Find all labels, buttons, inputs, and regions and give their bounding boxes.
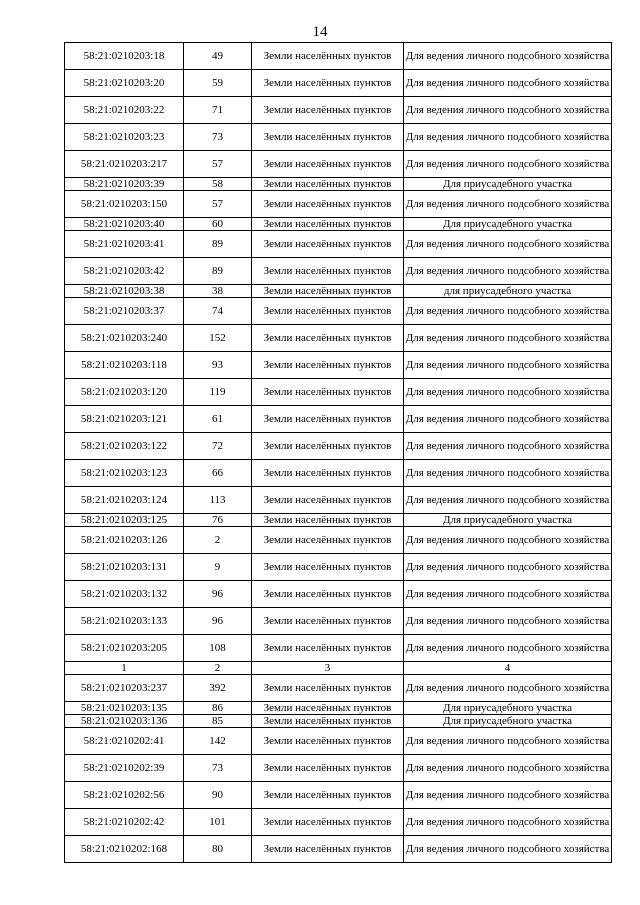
table-row [65,70,612,97]
land-category-cell: Земли населённых пунктов [252,231,404,258]
area-cell: 57 [184,191,252,218]
area-cell: 89 [184,258,252,285]
cadastral-number-cell: 58:21:0210203:237 [65,675,184,702]
cadastral-number-cell: 58:21:0210203:38 [65,285,184,298]
cadastral-number-cell: 58:21:0210203:205 [65,635,184,662]
cadastral-number-cell: 58:21:0210203:120 [65,379,184,406]
area-cell: 49 [184,43,252,70]
table-row [65,514,612,527]
cadastral-number-cell: 58:21:0210203:150 [65,191,184,218]
land-category-cell: Земли населённых пунктов [252,715,404,728]
cadastral-number-cell: 58:21:0210203:23 [65,124,184,151]
land-category-cell: Земли населённых пунктов [252,352,404,379]
cadastral-number-cell: 58:21:0210203:118 [65,352,184,379]
column-number-cell: 1 [65,662,184,675]
table-row [65,809,612,836]
table-row [65,608,612,635]
land-category-cell: Земли населённых пунктов [252,191,404,218]
area-cell: 60 [184,218,252,231]
table-row [65,231,612,258]
land-category-cell: Земли населённых пунктов [252,608,404,635]
table-row [65,836,612,863]
permitted-use-cell: Для ведения личного подсобного хозяйства [404,124,612,151]
land-category-cell: Земли населённых пунктов [252,836,404,863]
permitted-use-cell: Для ведения личного подсобного хозяйства [404,352,612,379]
cadastral-number-cell: 58:21:0210203:37 [65,298,184,325]
land-category-cell: Земли населённых пунктов [252,325,404,352]
area-cell: 73 [184,124,252,151]
table-row [65,191,612,218]
permitted-use-cell: Для ведения личного подсобного хозяйства [404,231,612,258]
permitted-use-cell: Для ведения личного подсобного хозяйства [404,460,612,487]
area-cell: 9 [184,554,252,581]
permitted-use-cell: Для ведения личного подсобного хозяйства [404,836,612,863]
land-category-cell: Земли населённых пунктов [252,581,404,608]
area-cell: 392 [184,675,252,702]
land-category-cell: Земли населённых пунктов [252,554,404,581]
permitted-use-cell: Для ведения личного подсобного хозяйства [404,755,612,782]
table-row [65,379,612,406]
column-number-cell: 4 [404,662,612,675]
area-cell: 72 [184,433,252,460]
cadastral-number-cell: 58:21:0210203:240 [65,325,184,352]
permitted-use-cell: Для ведения личного подсобного хозяйства [404,554,612,581]
cadastral-number-cell: 58:21:0210203:123 [65,460,184,487]
table-row [65,325,612,352]
cadastral-number-cell: 58:21:0210203:22 [65,97,184,124]
table-row [65,151,612,178]
column-number-cell: 2 [184,662,252,675]
cadastral-number-cell: 58:21:0210203:125 [65,514,184,527]
table-row [65,43,612,70]
permitted-use-cell: Для ведения личного подсобного хозяйства [404,70,612,97]
area-cell: 57 [184,151,252,178]
permitted-use-cell: Для приусадебного участка [404,178,612,191]
table-row [65,97,612,124]
permitted-use-cell: Для ведения личного подсобного хозяйства [404,298,612,325]
land-category-cell: Земли населённых пунктов [252,298,404,325]
table-body [65,43,612,863]
table-row [65,487,612,514]
table-row [65,124,612,151]
table-row [65,298,612,325]
permitted-use-cell: Для ведения личного подсобного хозяйства [404,325,612,352]
land-category-cell: Земли населённых пунктов [252,124,404,151]
table-row [65,554,612,581]
cadastral-number-cell: 58:21:0210202:39 [65,755,184,782]
cadastral-number-cell: 58:21:0210203:133 [65,608,184,635]
land-category-cell: Земли населённых пунктов [252,702,404,715]
cadastral-number-cell: 58:21:0210203:131 [65,554,184,581]
permitted-use-cell: Для приусадебного участка [404,218,612,231]
cadastral-number-cell: 58:21:0210203:132 [65,581,184,608]
area-cell: 86 [184,702,252,715]
cadastral-number-cell: 58:21:0210202:41 [65,728,184,755]
table-row [65,406,612,433]
land-category-cell: Земли населённых пунктов [252,487,404,514]
land-category-cell: Земли населённых пунктов [252,43,404,70]
table-row [65,635,612,662]
cadastral-number-cell: 58:21:0210203:121 [65,406,184,433]
land-category-cell: Земли населённых пунктов [252,755,404,782]
table-row [65,285,612,298]
area-cell: 76 [184,514,252,527]
area-cell: 2 [184,527,252,554]
area-cell: 73 [184,755,252,782]
cadastral-number-cell: 58:21:0210202:56 [65,782,184,809]
permitted-use-cell: Для ведения личного подсобного хозяйства [404,379,612,406]
cadastral-number-cell: 58:21:0210203:40 [65,218,184,231]
cadastral-number-cell: 58:21:0210203:18 [65,43,184,70]
area-cell: 108 [184,635,252,662]
table-row [65,218,612,231]
area-cell: 113 [184,487,252,514]
area-cell: 142 [184,728,252,755]
permitted-use-cell: Для ведения личного подсобного хозяйства [404,487,612,514]
page-number: 14 [312,24,328,40]
table-row [65,702,612,715]
permitted-use-cell: Для ведения личного подсобного хозяйства [404,728,612,755]
cadastral-number-cell: 58:21:0210203:39 [65,178,184,191]
land-category-cell: Земли населённых пунктов [252,406,404,433]
permitted-use-cell: Для ведения личного подсобного хозяйства [404,43,612,70]
land-parcels-table [64,42,612,863]
land-category-cell: Земли населённых пунктов [252,178,404,191]
permitted-use-cell: Для приусадебного участка [404,514,612,527]
table-row [65,675,612,702]
permitted-use-cell: Для приусадебного участка [404,715,612,728]
cadastral-number-cell: 58:21:0210203:42 [65,258,184,285]
area-cell: 74 [184,298,252,325]
area-cell: 119 [184,379,252,406]
land-category-cell: Земли населённых пунктов [252,809,404,836]
table-row [65,755,612,782]
permitted-use-cell: Для ведения личного подсобного хозяйства [404,581,612,608]
area-cell: 89 [184,231,252,258]
table-row [65,527,612,554]
land-category-cell: Земли населённых пунктов [252,218,404,231]
cadastral-number-cell: 58:21:0210202:168 [65,836,184,863]
permitted-use-cell: Для ведения личного подсобного хозяйства [404,809,612,836]
cadastral-number-cell: 58:21:0210202:42 [65,809,184,836]
table-row [65,715,612,728]
land-category-cell: Земли населённых пунктов [252,151,404,178]
land-category-cell: Земли населённых пунктов [252,460,404,487]
area-cell: 38 [184,285,252,298]
table-row [65,352,612,379]
column-numbers-row [65,662,612,675]
permitted-use-cell: Для ведения личного подсобного хозяйства [404,406,612,433]
area-cell: 85 [184,715,252,728]
permitted-use-cell: Для ведения личного подсобного хозяйства [404,782,612,809]
land-category-cell: Земли населённых пунктов [252,782,404,809]
land-category-cell: Земли населённых пунктов [252,379,404,406]
area-cell: 61 [184,406,252,433]
permitted-use-cell: Для ведения личного подсобного хозяйства [404,527,612,554]
table-row [65,728,612,755]
permitted-use-cell: Для ведения личного подсобного хозяйства [404,151,612,178]
permitted-use-cell: Для ведения личного подсобного хозяйства [404,635,612,662]
permitted-use-cell: Для приусадебного участка [404,702,612,715]
cadastral-number-cell: 58:21:0210203:124 [65,487,184,514]
permitted-use-cell: Для ведения личного подсобного хозяйства [404,675,612,702]
area-cell: 101 [184,809,252,836]
table-row [65,178,612,191]
cadastral-number-cell: 58:21:0210203:122 [65,433,184,460]
cadastral-number-cell: 58:21:0210203:41 [65,231,184,258]
permitted-use-cell: Для ведения личного подсобного хозяйства [404,608,612,635]
table-row [65,460,612,487]
land-category-cell: Земли населённых пунктов [252,258,404,285]
area-cell: 59 [184,70,252,97]
land-category-cell: Земли населённых пунктов [252,675,404,702]
table-row [65,581,612,608]
land-category-cell: Земли населённых пунктов [252,97,404,124]
land-category-cell: Земли населённых пунктов [252,728,404,755]
land-category-cell: Земли населённых пунктов [252,527,404,554]
area-cell: 96 [184,608,252,635]
permitted-use-cell: Для ведения личного подсобного хозяйства [404,191,612,218]
table-row [65,258,612,285]
cadastral-number-cell: 58:21:0210203:126 [65,527,184,554]
permitted-use-cell: Для ведения личного подсобного хозяйства [404,97,612,124]
cadastral-number-cell: 58:21:0210203:217 [65,151,184,178]
cadastral-number-cell: 58:21:0210203:136 [65,715,184,728]
land-category-cell: Земли населённых пунктов [252,635,404,662]
land-category-cell: Земли населённых пунктов [252,285,404,298]
area-cell: 58 [184,178,252,191]
column-number-cell: 3 [252,662,404,675]
cadastral-number-cell: 58:21:0210203:20 [65,70,184,97]
land-category-cell: Земли населённых пунктов [252,433,404,460]
area-cell: 152 [184,325,252,352]
area-cell: 90 [184,782,252,809]
cadastral-number-cell: 58:21:0210203:135 [65,702,184,715]
permitted-use-cell: Для ведения личного подсобного хозяйства [404,258,612,285]
permitted-use-cell: для приусадебного участка [404,285,612,298]
area-cell: 96 [184,581,252,608]
area-cell: 71 [184,97,252,124]
table-row [65,433,612,460]
land-category-cell: Земли населённых пунктов [252,514,404,527]
land-category-cell: Земли населённых пунктов [252,70,404,97]
permitted-use-cell: Для ведения личного подсобного хозяйства [404,433,612,460]
area-cell: 66 [184,460,252,487]
area-cell: 93 [184,352,252,379]
table-row [65,782,612,809]
area-cell: 80 [184,836,252,863]
